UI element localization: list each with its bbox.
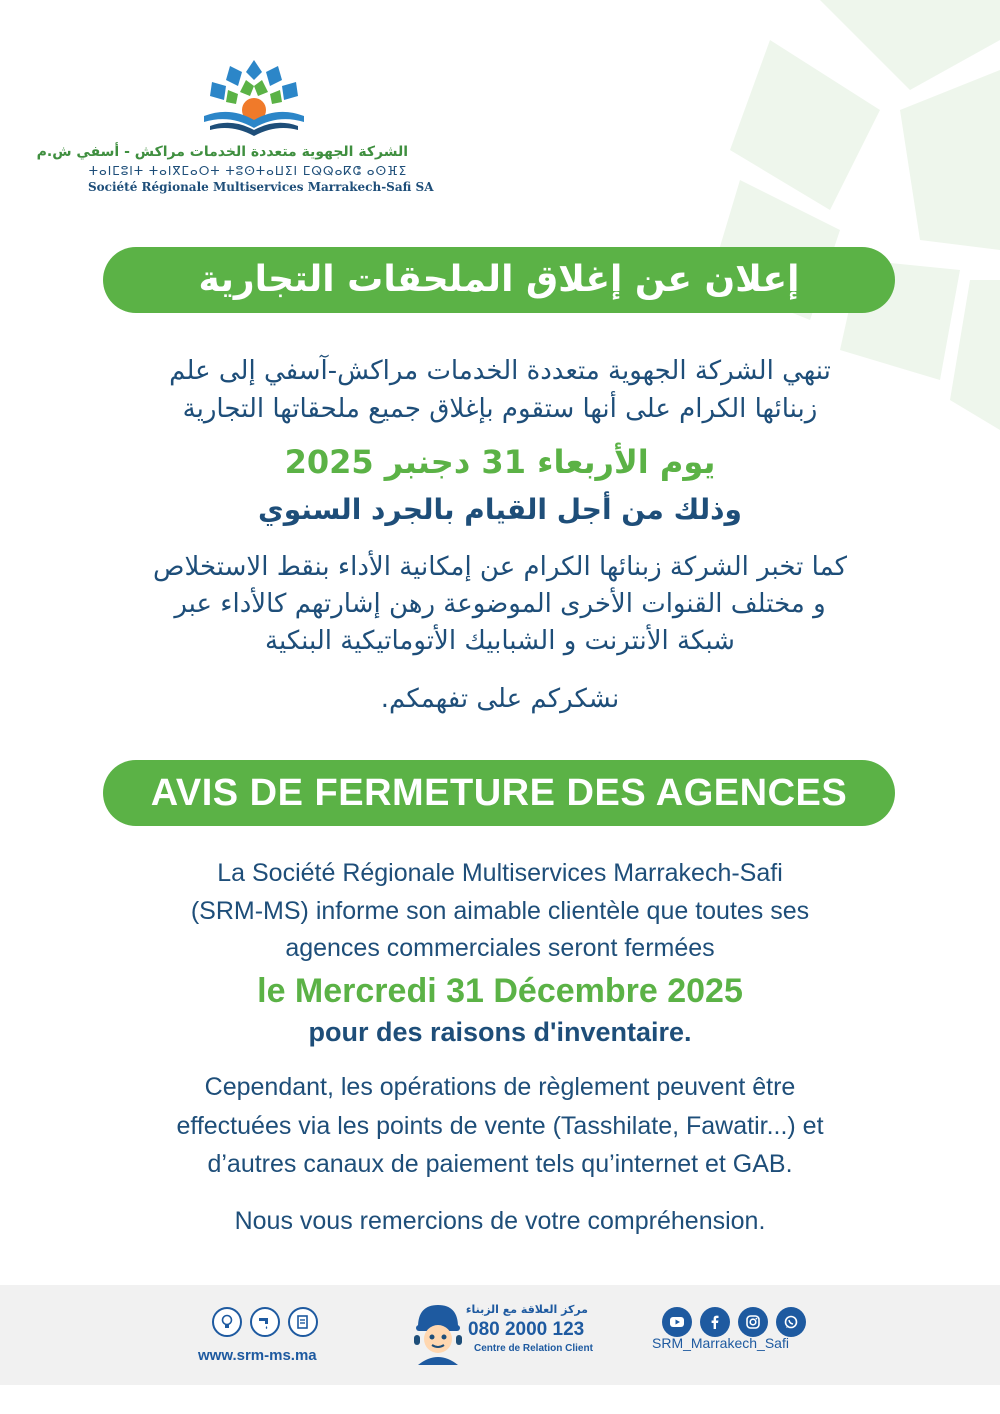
social-icons	[662, 1307, 806, 1337]
customer-relation-center	[410, 1299, 593, 1373]
arabic-closure-reason: وذلك من أجل القيام بالجرد السنوي	[258, 493, 742, 526]
phone-number[interactable]: 080 2000 123	[468, 1319, 585, 1340]
instagram-icon[interactable]	[738, 1307, 768, 1337]
arabic-paragraph-1-line-2: زبنائها الكرام على أنها ستقوم بإغلاق جميع ملحقاتها التجارية	[182, 394, 818, 424]
french-title-banner: AVIS DE FERMETURE DES AGENCES	[103, 760, 895, 826]
lightbulb-icon	[212, 1307, 242, 1337]
arabic-closure-date: يوم الأربعاء 31 دجنبر 2025	[284, 443, 716, 481]
french-thanks: Nous vous remercions de votre compréhension.	[234, 1207, 766, 1235]
mascot-icon	[410, 1299, 466, 1365]
arabic-title-banner: إعلان عن إغلاق الملحقات التجارية	[103, 247, 895, 313]
company-logo	[36, 58, 434, 198]
logo-name-arabic: الشركة الجهوية متعددة الخدمات مراكش - أسفي ش.م	[36, 144, 408, 160]
footer	[0, 1285, 1000, 1385]
arabic-paragraph-2-line-1: كما تخبر الشركة زبنائها الكرام عن إمكانية الأداء بنقط الاستخلاص	[153, 552, 847, 582]
invoice-icon	[288, 1307, 318, 1337]
arabic-thanks: نشكركم على تفهمكم.	[380, 684, 620, 714]
relation-center-french: Centre de Relation Client	[474, 1343, 593, 1354]
french-closure-reason: pour des raisons d'inventaire.	[308, 1017, 692, 1047]
service-icons	[212, 1307, 318, 1337]
logo-name-french: Société Régionale Multiservices Marrakech-Safi SA	[88, 180, 434, 194]
facebook-icon[interactable]	[700, 1307, 730, 1337]
whatsapp-icon[interactable]	[776, 1307, 806, 1337]
french-paragraph-1-line-2: (SRM-MS) informe son aimable clientèle que toutes ses	[190, 897, 810, 925]
french-paragraph-1-line-1: La Société Régionale Multiservices Marrakech-Safi	[217, 859, 783, 887]
website-link[interactable]: www.srm-ms.ma	[198, 1347, 317, 1364]
arabic-paragraph-2-line-3: شبكة الأنترنت و الشبابيك الأتوماتيكية البنكية	[265, 626, 735, 656]
youtube-icon[interactable]	[662, 1307, 692, 1337]
social-handle[interactable]: SRM_Marrakech_Safi	[652, 1335, 789, 1351]
french-paragraph-2-line-2: effectuées via les points de vente (Tasshilate, Fawatir...) et	[176, 1112, 824, 1140]
french-closure-date: le Mercredi 31 Décembre 2025	[257, 972, 743, 1010]
logo-mark-icon	[200, 58, 308, 136]
french-paragraph-2-line-1: Cependant, les opérations de règlement peuvent être	[204, 1073, 796, 1101]
arabic-paragraph-1-line-1: تنهي الشركة الجهوية متعددة الخدمات مراكش-آسفي إلى علم	[169, 356, 831, 386]
logo-name-tifinagh: ⵜⴰⵏⵎⵓⵏⵜ ⵜⴰⵏⴳⵎⴰⵔⵜ ⵜⵓⵙⵜⴰⵡⵉⵏ ⵎⵕⵕⴰⴽⵛ ⴰⵙⴼⵉ	[88, 164, 408, 178]
relation-center-arabic: مركز العلاقة مع الزبناء	[465, 1303, 588, 1316]
arabic-paragraph-2-line-2: و مختلف القنوات الأخرى الموضوعة رهن إشارتهم كالأداء عبر	[174, 589, 826, 619]
water-tap-icon	[250, 1307, 280, 1337]
french-paragraph-2-line-3: d’autres canaux de paiement tels qu’internet et GAB.	[207, 1150, 793, 1178]
french-paragraph-1-line-3: agences commerciales seront fermées	[285, 934, 715, 962]
